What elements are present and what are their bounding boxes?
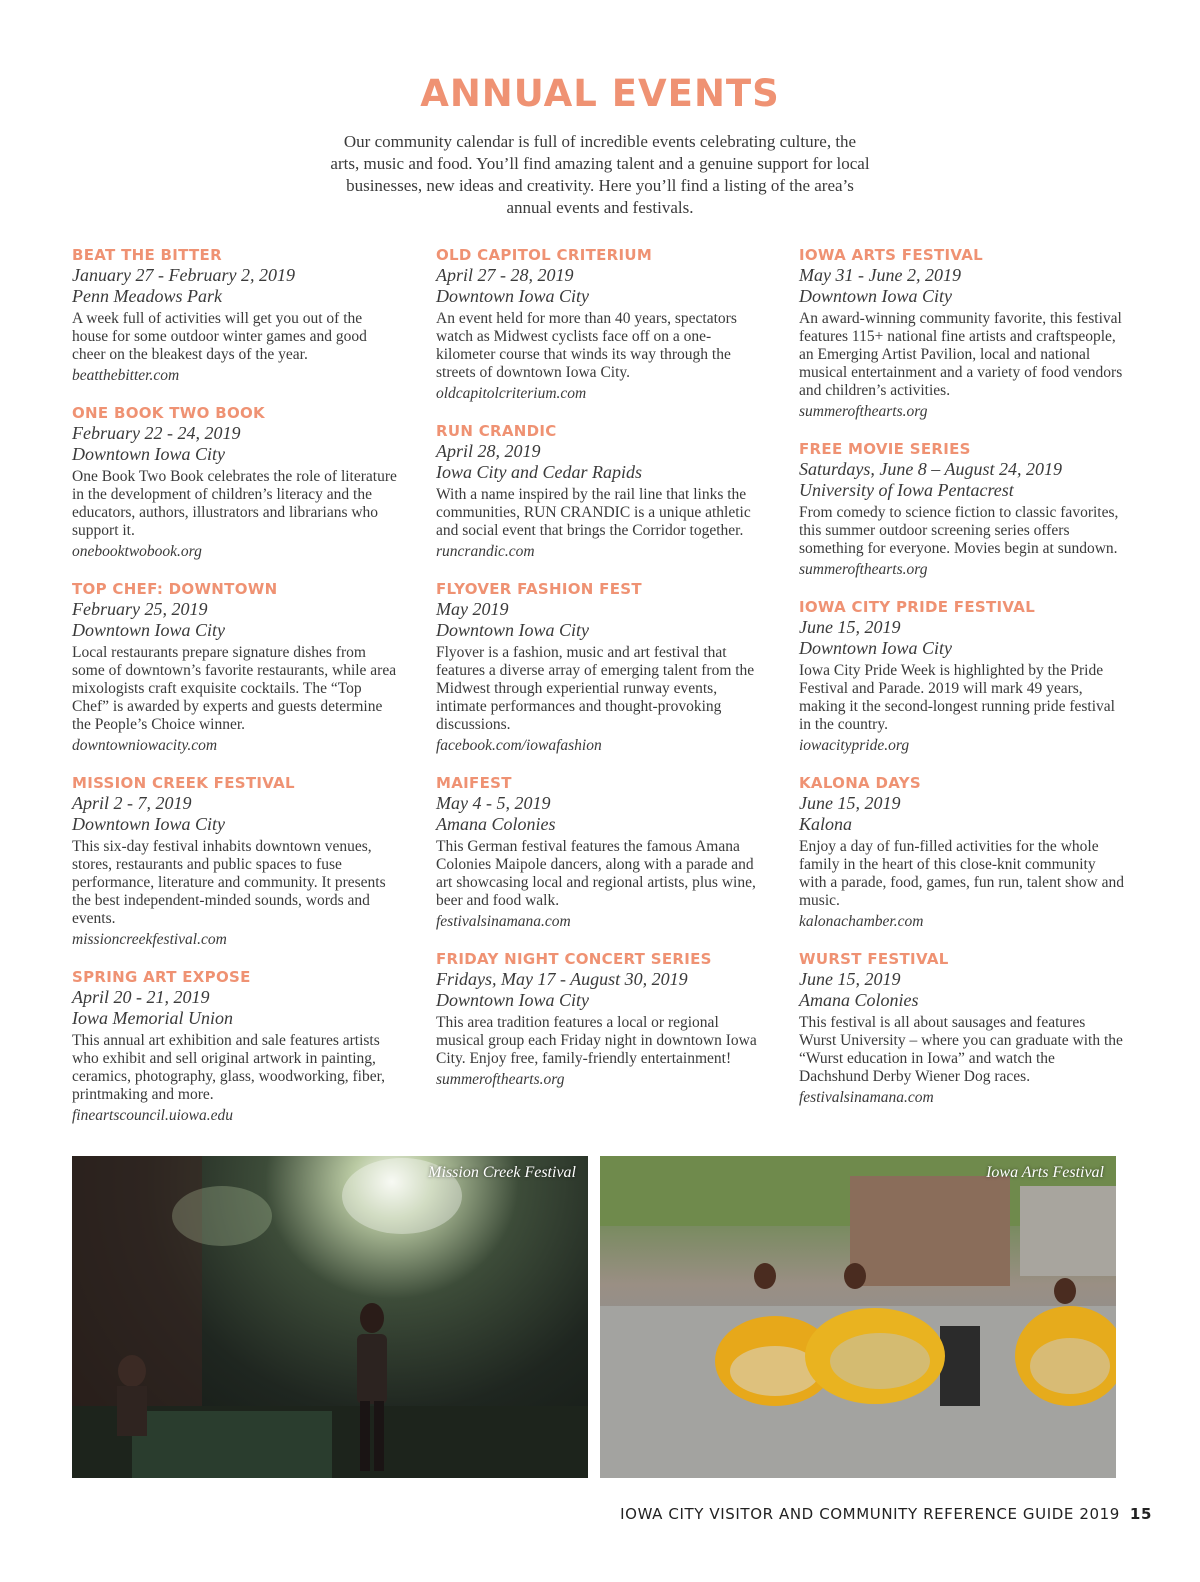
event-listing	[436, 773, 766, 932]
event-listing	[799, 597, 1124, 756]
event-website-link[interactable]: iowacitypride.org	[799, 737, 910, 754]
dancers-illustration	[600, 1156, 1116, 1478]
event-description: This annual art exhibition and sale features artists who exhibit and sell original artwork in painting, ceramics, photography, glass, woodworking, fiber, printmaking and more.	[72, 1032, 386, 1103]
event-description: An award-winning community favorite, this festival features 115+ national fine artists and craftspeople, an Emerging Artist Pavilion, local and national musical entertainment and a variety of food vendors and children’s activities.	[799, 310, 1123, 399]
mission-creek-photo	[72, 1156, 588, 1478]
event-description: With a name inspired by the rail line that links the communities, RUN CRANDIC is a unique athletic and social event that brings the Corridor together.	[436, 486, 751, 539]
event-listing	[436, 579, 766, 756]
event-date: April 27 - 28, 2019	[436, 265, 574, 285]
event-website-link[interactable]: festivalsinamana.com	[436, 913, 571, 930]
event-website-link[interactable]: downtowniowacity.com	[72, 737, 218, 754]
event-description: One Book Two Book celebrates the role of literature in the development of children’s literacy and the educators, authors, illustrators and librarians who support it.	[72, 468, 397, 539]
event-name: IOWA CITY PRIDE FESTIVAL	[799, 598, 1036, 616]
event-name: MAIFEST	[436, 774, 512, 792]
event-location: Downtown Iowa City	[436, 990, 590, 1010]
event-date: May 2019	[436, 599, 509, 619]
event-location: Iowa Memorial Union	[72, 1008, 233, 1028]
event-listing	[72, 403, 402, 562]
event-description: Iowa City Pride Week is highlighted by the Pride Festival and Parade. 2019 will mark 49 years, making it the second-longest running pride festival in the country.	[799, 662, 1115, 733]
event-location: Downtown Iowa City	[72, 814, 226, 834]
event-name: BEAT THE BITTER	[72, 246, 222, 264]
event-listing	[72, 967, 402, 1126]
event-name: OLD CAPITOL CRITERIUM	[436, 246, 653, 264]
event-description: This area tradition features a local or regional musical group each Friday night in downtown Iowa City. Enjoy free, family-friendly entertainment!	[436, 1014, 757, 1067]
event-name: FREE MOVIE SERIES	[799, 440, 971, 458]
event-location: Penn Meadows Park	[72, 286, 222, 306]
event-date: June 15, 2019	[799, 969, 901, 989]
event-website-link[interactable]: summerofthearts.org	[436, 1071, 565, 1088]
event-name: FRIDAY NIGHT CONCERT SERIES	[436, 950, 712, 968]
event-website-link[interactable]: runcrandic.com	[436, 543, 535, 560]
event-name: FLYOVER FASHION FEST	[436, 580, 642, 598]
event-date: May 4 - 5, 2019	[436, 793, 551, 813]
event-listing	[436, 421, 766, 562]
event-website-link[interactable]: onebooktwobook.org	[72, 543, 202, 560]
event-date: January 27 - February 2, 2019	[72, 265, 295, 285]
page-title: ANNUAL EVENTS	[420, 72, 780, 115]
event-description: This German festival features the famous Amana Colonies Maipole dancers, along with a parade and art showcasing local and regional artists, plus wine, beer and food walk.	[436, 838, 756, 909]
event-listing	[799, 949, 1124, 1108]
event-location: Downtown Iowa City	[436, 620, 590, 640]
event-listing	[799, 245, 1124, 422]
event-location: Downtown Iowa City	[436, 286, 590, 306]
event-location: Downtown Iowa City	[72, 620, 226, 640]
event-date: April 28, 2019	[436, 441, 541, 461]
event-website-link[interactable]: summerofthearts.org	[799, 561, 928, 578]
event-date: April 20 - 21, 2019	[72, 987, 210, 1007]
event-location: Amana Colonies	[436, 814, 556, 834]
iowa-arts-festival-photo	[600, 1156, 1116, 1478]
page-number: 15	[1129, 1505, 1152, 1523]
event-location: Downtown Iowa City	[799, 638, 953, 658]
event-listing	[72, 773, 402, 950]
event-description: Local restaurants prepare signature dishes from some of downtown’s favorite restaurants, while area mixologists craft exquisite cocktails. The “Top Chef” is awarded by experts and guests determine the People’s Choice winner.	[72, 644, 397, 733]
photo-caption: Iowa Arts Festival	[986, 1164, 1104, 1181]
event-description: A week full of activities will get you out of the house for some outdoor winter games and good cheer on the bleakest days of the year.	[72, 310, 367, 363]
stage-illustration	[72, 1156, 588, 1478]
events-column	[799, 245, 1124, 1125]
event-location: Amana Colonies	[799, 990, 919, 1010]
event-location: Downtown Iowa City	[799, 286, 953, 306]
event-location: University of Iowa Pentacrest	[799, 480, 1014, 500]
event-website-link[interactable]: oldcapitolcriterium.com	[436, 385, 587, 402]
event-name: WURST FESTIVAL	[799, 950, 949, 968]
event-description: Flyover is a fashion, music and art festival that features a diverse array of emerging talent from the Midwest through experiential runway events, intimate performances and thought-provoking discussions.	[436, 644, 755, 733]
event-date: Fridays, May 17 - August 30, 2019	[436, 969, 688, 989]
event-description: An event held for more than 40 years, spectators watch as Midwest cyclists face off on a one-kilometer course that winds its way through the streets of downtown Iowa City.	[436, 310, 737, 381]
event-website-link[interactable]: fineartscouncil.uiowa.edu	[72, 1107, 234, 1124]
event-listing	[436, 949, 766, 1090]
event-website-link[interactable]: festivalsinamana.com	[799, 1089, 934, 1106]
events-column	[72, 245, 402, 1143]
footer-guide-title: IOWA CITY VISITOR AND COMMUNITY REFERENCE GUIDE 2019	[620, 1505, 1120, 1523]
event-description: This festival is all about sausages and features Wurst University – where you can graduate with the “Wurst education in Iowa” and watch the Dachshund Derby Wiener Dog races.	[799, 1014, 1123, 1085]
event-description: This six-day festival inhabits downtown venues, stores, restaurants and public spaces to fuse performance, literature and community. It presents the best independent-minded sounds, words and events.	[72, 838, 386, 927]
event-date: Saturdays, June 8 – August 24, 2019	[799, 459, 1062, 479]
event-description: From comedy to science fiction to classic favorites, this summer outdoor screening series offers something for everyone. Movies begin at sundown.	[799, 504, 1119, 557]
event-listing	[72, 245, 402, 386]
event-description: Enjoy a day of fun-filled activities for the whole family in the heart of this close-knit community with a parade, food, games, fun run, talent show and music.	[799, 838, 1124, 909]
event-location: Kalona	[799, 814, 853, 834]
event-date: February 25, 2019	[72, 599, 208, 619]
event-website-link[interactable]: summerofthearts.org	[799, 403, 928, 420]
event-website-link[interactable]: kalonachamber.com	[799, 913, 924, 930]
event-date: June 15, 2019	[799, 617, 901, 637]
event-name: KALONA DAYS	[799, 774, 921, 792]
event-date: June 15, 2019	[799, 793, 901, 813]
event-listing	[436, 245, 766, 404]
event-website-link[interactable]: beatthebitter.com	[72, 367, 180, 384]
event-name: MISSION CREEK FESTIVAL	[72, 774, 295, 792]
event-listing	[799, 773, 1124, 932]
event-name: SPRING ART EXPOSE	[72, 968, 251, 986]
event-listing	[799, 439, 1124, 580]
event-website-link[interactable]: facebook.com/iowafashion	[436, 737, 602, 754]
event-listing	[72, 579, 402, 756]
event-location: Iowa City and Cedar Rapids	[436, 462, 642, 482]
event-name: ONE BOOK TWO BOOK	[72, 404, 265, 422]
event-location: Downtown Iowa City	[72, 444, 226, 464]
event-date: February 22 - 24, 2019	[72, 423, 241, 443]
events-column	[436, 245, 766, 1107]
intro-paragraph: Our community calendar is full of incredible events celebrating culture, the arts, music and food. You’ll find amazing talent and a genuine support for local businesses, new ideas and creativity. Here you’ll find a listing of the area’s annual events and festivals.	[330, 132, 870, 217]
photo-caption: Mission Creek Festival	[428, 1164, 576, 1181]
page-footer	[620, 1505, 1152, 1523]
event-date: May 31 - June 2, 2019	[799, 265, 961, 285]
event-name: TOP CHEF: DOWNTOWN	[72, 580, 278, 598]
event-name: RUN CRANDIC	[436, 422, 557, 440]
event-date: April 2 - 7, 2019	[72, 793, 192, 813]
event-name: IOWA ARTS FESTIVAL	[799, 246, 984, 264]
event-website-link[interactable]: missioncreekfestival.com	[72, 931, 227, 948]
